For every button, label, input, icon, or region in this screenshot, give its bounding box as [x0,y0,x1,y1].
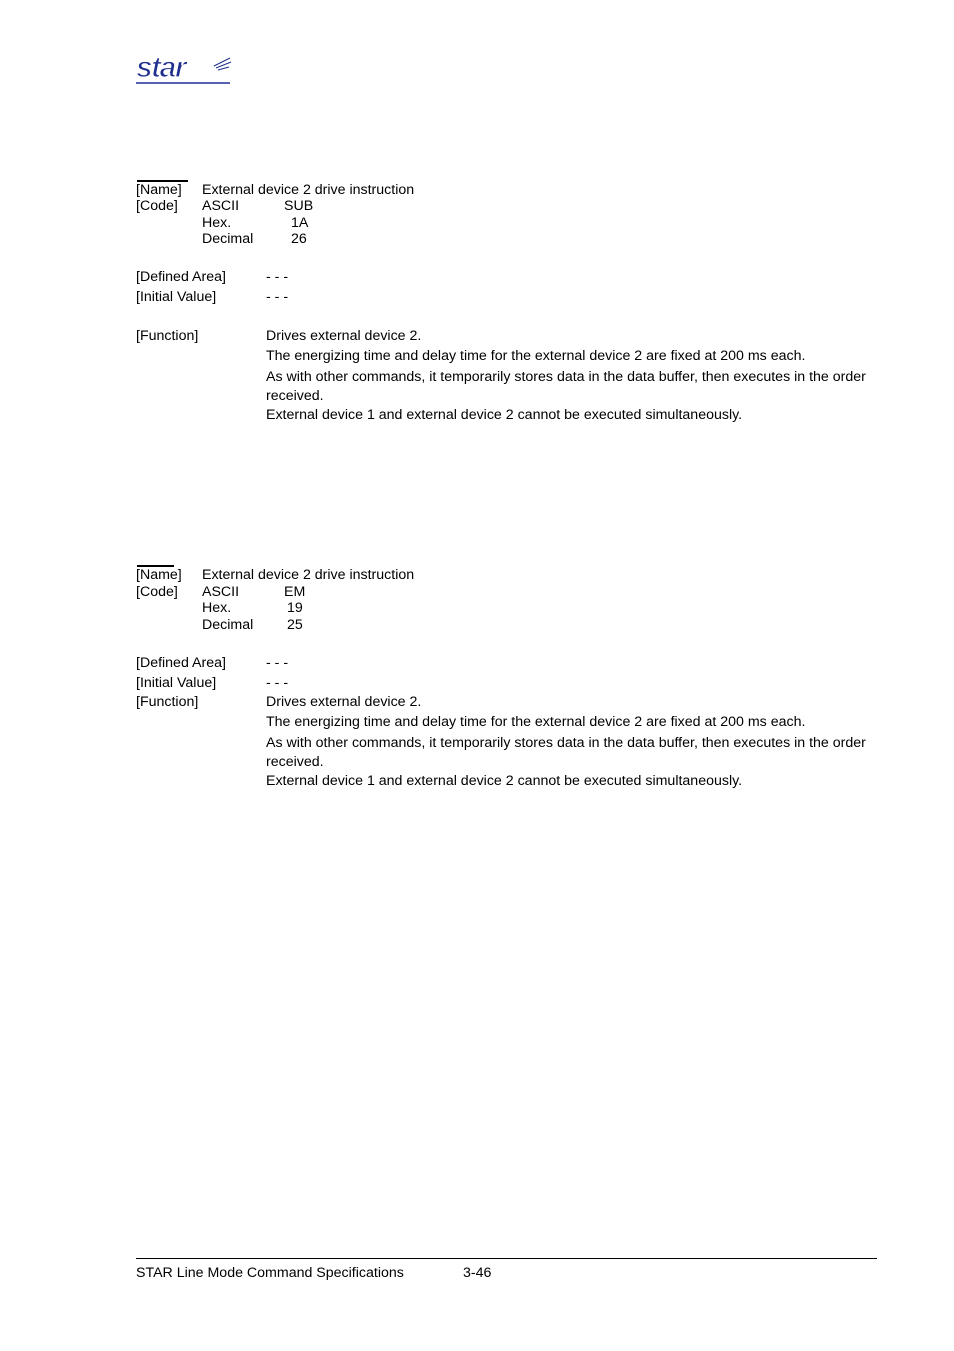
ascii-value: EM [284,584,306,600]
hex-value: 1A [291,215,309,231]
function-text: Drives external device 2. [266,328,422,344]
defined-area-label: [Defined Area] [136,269,226,285]
hex-value: 19 [287,600,303,616]
name-label: [Name] [136,567,182,583]
function-text: As with other commands, it temporarily stores data in the data buffer, then executes in the order received. [266,735,866,770]
initial-value-label: [Initial Value] [136,675,217,691]
decimal-label: Decimal [202,231,254,247]
defined-area-label: [Defined Area] [136,655,226,671]
name-label: [Name] [136,182,182,198]
svg-text:star: star [136,52,186,84]
function-text: As with other commands, it temporarily stores data in the data buffer, then executes in the order received. [266,369,866,404]
code-label: [Code] [136,584,178,600]
footer-title: STAR Line Mode Command Specifications [136,1265,404,1281]
function-label: [Function] [136,694,199,710]
function-text: Drives external device 2. [266,694,422,710]
decimal-label: Decimal [202,617,254,633]
initial-value: - - - [266,675,289,691]
function-text: The energizing time and delay time for the external device 2 are fixed at 200 ms each. [266,348,806,364]
ascii-label: ASCII [202,584,240,600]
page-number: 3-46 [463,1265,492,1281]
command-name: External device 2 drive instruction [202,567,415,583]
star-logo [136,52,232,84]
hex-label: Hex. [202,215,232,231]
ascii-label: ASCII [202,198,240,214]
decimal-value: 26 [291,231,307,247]
command-name: External device 2 drive instruction [202,182,415,198]
ascii-value: SUB [284,198,314,214]
code-label: [Code] [136,198,178,214]
decimal-value: 25 [287,617,303,633]
hex-label: Hex. [202,600,232,616]
function-text: External device 1 and external device 2 cannot be executed simultaneously. [266,773,743,789]
defined-area-value: - - - [266,655,289,671]
function-text: External device 1 and external device 2 cannot be executed simultaneously. [266,407,743,423]
defined-area-value: - - - [266,269,289,285]
initial-value: - - - [266,289,289,305]
initial-value-label: [Initial Value] [136,289,217,305]
function-label: [Function] [136,328,199,344]
footer-rule [136,1258,877,1259]
function-text: The energizing time and delay time for the external device 2 are fixed at 200 ms each. [266,714,806,730]
